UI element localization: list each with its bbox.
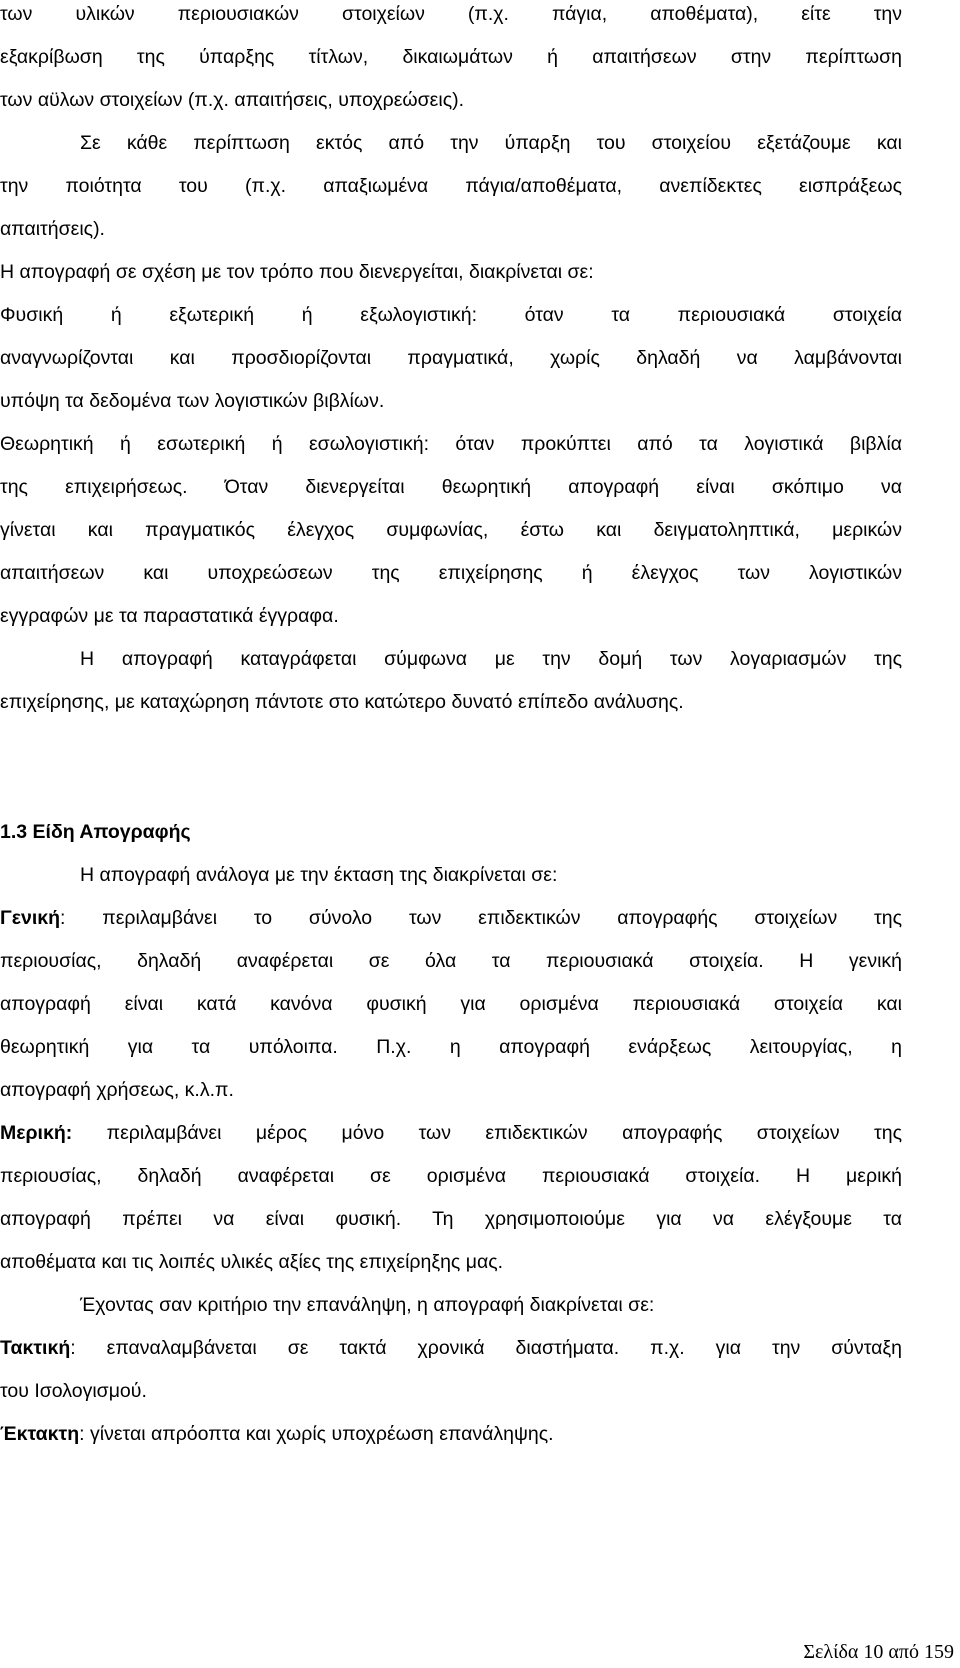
text-line: απογραφή χρήσεως, κ.λ.π.	[0, 1079, 234, 1101]
section-heading: 1.3 Είδη Απογραφής	[0, 821, 191, 843]
term-periodic: Τακτική	[0, 1337, 71, 1359]
text-line	[0, 1121, 902, 1145]
text-line: Φυσική ή εξωτερική ή εξωλογιστική: όταν τα περιουσιακά στοιχεία	[0, 304, 902, 326]
text-line: απαιτήσεων και υποχρεώσεων της επιχείρησης ή έλεγχος των λογιστικών	[0, 562, 902, 584]
term-extraordinary: Έκτακτη	[0, 1423, 80, 1445]
term-partial: Μερική:	[0, 1122, 73, 1144]
text-line: απαιτήσεις).	[0, 218, 105, 240]
text-line: Θεωρητική ή εσωτερική ή εσωλογιστική: όταν προκύπτει από τα λογιστικά βιβλία	[0, 433, 902, 455]
term-definition: : γίνεται απρόοπτα και χωρίς υποχρέωση επανάληψης.	[79, 1423, 554, 1445]
text-line: περιουσίας, δηλαδή αναφέρεται σε ορισμένα περιουσιακά στοιχεία. Η μερική	[0, 1165, 902, 1187]
text-line: περιουσίας, δηλαδή αναφέρεται σε όλα τα περιουσιακά στοιχεία. Η γενική	[0, 950, 902, 972]
text-line: αποθέματα και τις λοιπές υλικές αξίες της επιχείρηξης μας.	[0, 1251, 504, 1273]
text-line: εξακρίβωση της ύπαρξης τίτλων, δικαιωμάτων ή απαιτήσεων στην περίπτωση	[0, 46, 902, 68]
text-line: υπόψη τα δεδομένα των λογιστικών βιβλίων.	[0, 390, 385, 412]
text-line: Η απογραφή ανάλογα με την έκταση της διακρίνεται σε:	[80, 864, 558, 886]
text-line	[0, 906, 902, 930]
text-line: της επιχειρήσεως. Όταν διενεργείται θεωρητική απογραφή είναι σκόπιμο να	[0, 476, 902, 498]
text-line: εγγραφών με τα παραστατικά έγγραφα.	[0, 605, 339, 627]
term-definition: : περιλαμβάνει το σύνολο των επιδεκτικών απογραφής στοιχείων της	[60, 907, 902, 929]
text-line: θεωρητική για τα υπόλοιπα. Π.χ. η απογραφή ενάρξεως λειτουργίας, η	[0, 1036, 902, 1058]
term-general: Γενική	[0, 907, 61, 929]
text-line: Σε κάθε περίπτωση εκτός από την ύπαρξη του στοιχείου εξετάζουμε και	[80, 132, 902, 154]
text-line: απογραφή είναι κατά κανόνα φυσική για ορισμένα περιουσιακά στοιχεία και	[0, 993, 902, 1015]
text-line: αναγνωρίζονται και προσδιορίζονται πραγματικά, χωρίς δηλαδή να λαμβάνονται	[0, 347, 902, 369]
text-line	[0, 1422, 902, 1446]
text-line: επιχείρησης, με καταχώρηση πάντοτε στο κατώτερο δυνατό επίπεδο ανάλυσης.	[0, 691, 684, 713]
page-number: Σελίδα 10 από 159	[803, 1641, 954, 1663]
text-line: Έχοντας σαν κριτήριο την επανάληψη, η απογραφή διακρίνεται σε:	[80, 1294, 655, 1316]
text-line: Η απογραφή σε σχέση με τον τρόπο που διενεργείται, διακρίνεται σε:	[0, 261, 594, 283]
text-line: του Ισολογισμού.	[0, 1380, 147, 1402]
text-line: απογραφή πρέπει να είναι φυσική. Τη χρησιμοποιούμε για να ελέγξουμε τα	[0, 1208, 902, 1230]
text-line: Η απογραφή καταγράφεται σύμφωνα με την δομή των λογαριασμών της	[80, 648, 902, 670]
text-line	[0, 1336, 902, 1360]
text-line: γίνεται και πραγματικός έλεγχος συμφωνίας, έστω και δειγματοληπτικά, μερικών	[0, 519, 902, 541]
text-line: των αϋλων στοιχείων (π.χ. απαιτήσεις, υποχρεώσεις).	[0, 89, 465, 111]
term-definition: περιλαμβάνει μέρος μόνο των επιδεκτικών απογραφής στοιχείων της	[72, 1122, 902, 1144]
term-definition: : επαναλαμβάνεται σε τακτά χρονικά διαστήματα. π.χ. για την σύνταξη	[70, 1337, 902, 1359]
text-line: την ποιότητα του (π.χ. απαξιωμένα πάγια/αποθέματα, ανεπίδεκτες εισπράξεως	[0, 175, 902, 197]
text-line: των υλικών περιουσιακών στοιχείων (π.χ. πάγια, αποθέματα), είτε την	[0, 3, 902, 25]
